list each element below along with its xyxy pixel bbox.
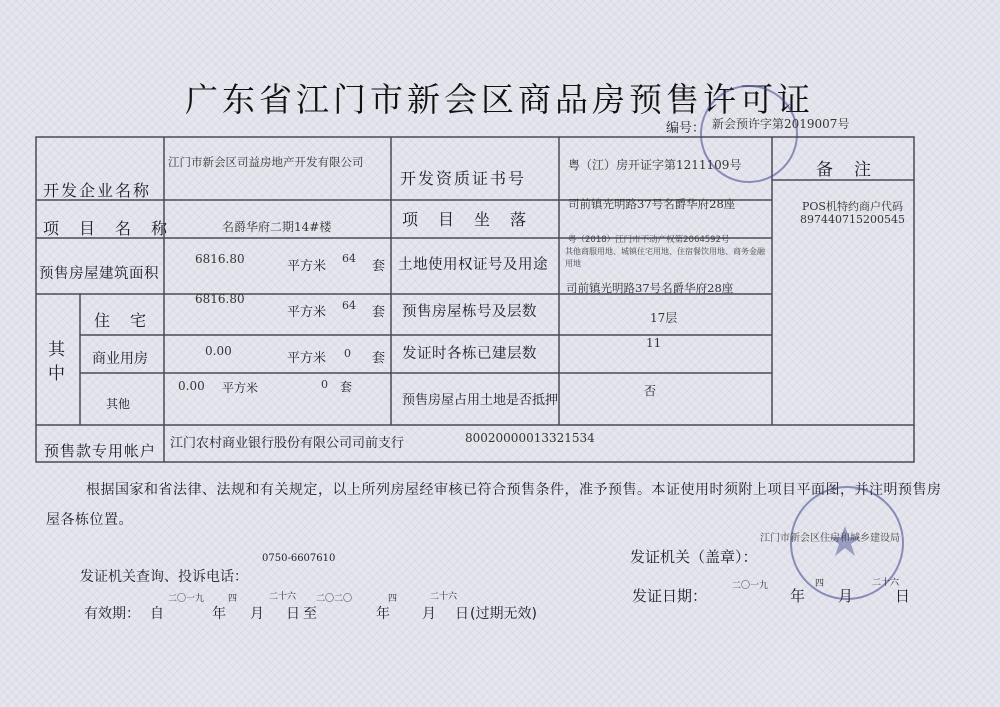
validity-to-word: 至 <box>303 606 317 622</box>
validity-from-day: 二十六 <box>269 592 297 602</box>
issue-date-month-word: 月 <box>838 587 854 605</box>
building-floors-label: 预售房屋栋号及层数 <box>402 304 537 320</box>
validity-from-year-word: 年 <box>212 606 226 622</box>
location-value: 司前镇光明路37号名爵华府28座 <box>568 197 736 211</box>
commercial-label: 商业用房 <box>92 351 148 367</box>
other-area-unit: 平方米 <box>222 381 259 395</box>
presale-sets-value: 64 <box>342 252 356 265</box>
qualification-value: 粤（江）房开证字第1211109号 <box>568 158 742 172</box>
issue-date-month: 四 <box>815 579 825 589</box>
validity-to-year-word: 年 <box>376 606 390 622</box>
validity-from-month: 四 <box>228 594 238 604</box>
remarks-label: 备 注 <box>816 160 873 180</box>
validity-from-word: 自 <box>150 606 164 622</box>
issue-date-year-word: 年 <box>790 587 806 605</box>
validity-from-day-word: 日 <box>286 606 300 622</box>
residential-sets-unit: 套 <box>372 305 386 320</box>
issue-date-year: 二〇一九 <box>732 581 769 591</box>
issue-date-day: 二十六 <box>872 578 900 588</box>
serial-number: 新会预许字第2019007号 <box>712 117 850 131</box>
mortgage-value: 否 <box>644 384 657 398</box>
residential-sets-value: 64 <box>342 299 356 312</box>
validity-to-day-word: 日 <box>455 606 469 622</box>
land-cert-label: 土地使用权证号及用途 <box>398 257 548 273</box>
land-cert-value: 粤（2018）江门市不动产权第2064592号 <box>568 235 730 245</box>
other-area-value: 0.00 <box>178 379 205 393</box>
built-floors-value: 11 <box>646 336 662 350</box>
project-label: 项 目 名 称 <box>43 219 170 238</box>
other-sets-value: 0 <box>321 378 328 391</box>
presale-area-label: 预售房屋建筑面积 <box>39 266 159 282</box>
residential-area-value: 6816.80 <box>195 292 245 306</box>
other-label: 其他 <box>106 397 131 411</box>
commercial-area-unit: 平方米 <box>287 351 327 366</box>
remarks-pos-label: POS机特约商户代码 <box>802 200 903 213</box>
account-bank: 江门农村商业银行股份有限公司司前支行 <box>170 436 405 451</box>
project-value: 名爵华府二期14#楼 <box>222 220 332 234</box>
account-number: 80020000013321534 <box>465 431 595 445</box>
validity-label: 有效期： <box>84 606 140 622</box>
commercial-area-value: 0.00 <box>205 344 232 358</box>
built-floors-label: 发证时各栋已建层数 <box>402 346 537 362</box>
account-label: 预售款专用帐户 <box>44 442 157 460</box>
validity-expired-note: (过期无效) <box>470 606 537 622</box>
validity-to-day: 二十六 <box>430 592 458 602</box>
residential-label: 住 宅 <box>94 311 149 330</box>
statement-text: 根据国家和省法律、法规和有关规定，以上所列房屋经审核已符合预售条件，准予预售。本证使用时须附上项目平面图，并注明预售房屋各栋位置。 <box>46 482 942 528</box>
validity-to-month: 四 <box>388 594 398 604</box>
commercial-sets-value: 0 <box>344 347 351 360</box>
qualification-label: 开发资质证书号 <box>400 169 527 188</box>
land-use-value: 其他商服用地、城镇住宅用地、住宿餐饮用地、商务金融用地 <box>565 247 765 268</box>
hotline-number: 0750-6607610 <box>262 553 336 564</box>
issuer-seal-label: 发证机关（盖章）： <box>630 548 758 566</box>
commercial-sets-unit: 套 <box>372 351 386 366</box>
validity-from-year: 二〇一九 <box>168 594 205 604</box>
serial-label: 编号： <box>666 121 706 136</box>
validity-from-month-word: 月 <box>250 606 264 622</box>
issuer-org: 江门市新会区住房和城乡建设局 <box>760 533 900 544</box>
presale-sets-unit: 套 <box>372 259 386 274</box>
residential-area-unit: 平方米 <box>287 305 327 320</box>
developer-label: 开发企业名称 <box>43 181 152 200</box>
issue-date-day-word: 日 <box>895 587 911 605</box>
floors-value: 17层 <box>650 311 678 325</box>
location-label: 项 目 坐 落 <box>402 210 529 229</box>
validity-to-year: 二〇二〇 <box>316 594 353 604</box>
developer-value: 江门市新会区司益房地产开发有限公司 <box>168 155 364 169</box>
issue-date-label: 发证日期： <box>632 587 708 605</box>
page-title: 广东省江门市新会区商品房预售许可证 <box>185 80 814 119</box>
remarks-pos-code: 897440715200545 <box>800 213 905 226</box>
validity-to-month-word: 月 <box>422 606 436 622</box>
of-which-label: 其中 <box>48 340 65 384</box>
mortgage-label: 预售房屋占用土地是否抵押 <box>402 393 559 408</box>
hotline-label: 发证机关查询、投诉电话： <box>80 569 248 585</box>
other-sets-unit: 套 <box>340 380 353 394</box>
presale-area-unit: 平方米 <box>287 259 327 274</box>
presale-area-value: 6816.80 <box>195 252 245 266</box>
building-value: 司前镇光明路37号名爵华府28座 <box>566 281 734 295</box>
